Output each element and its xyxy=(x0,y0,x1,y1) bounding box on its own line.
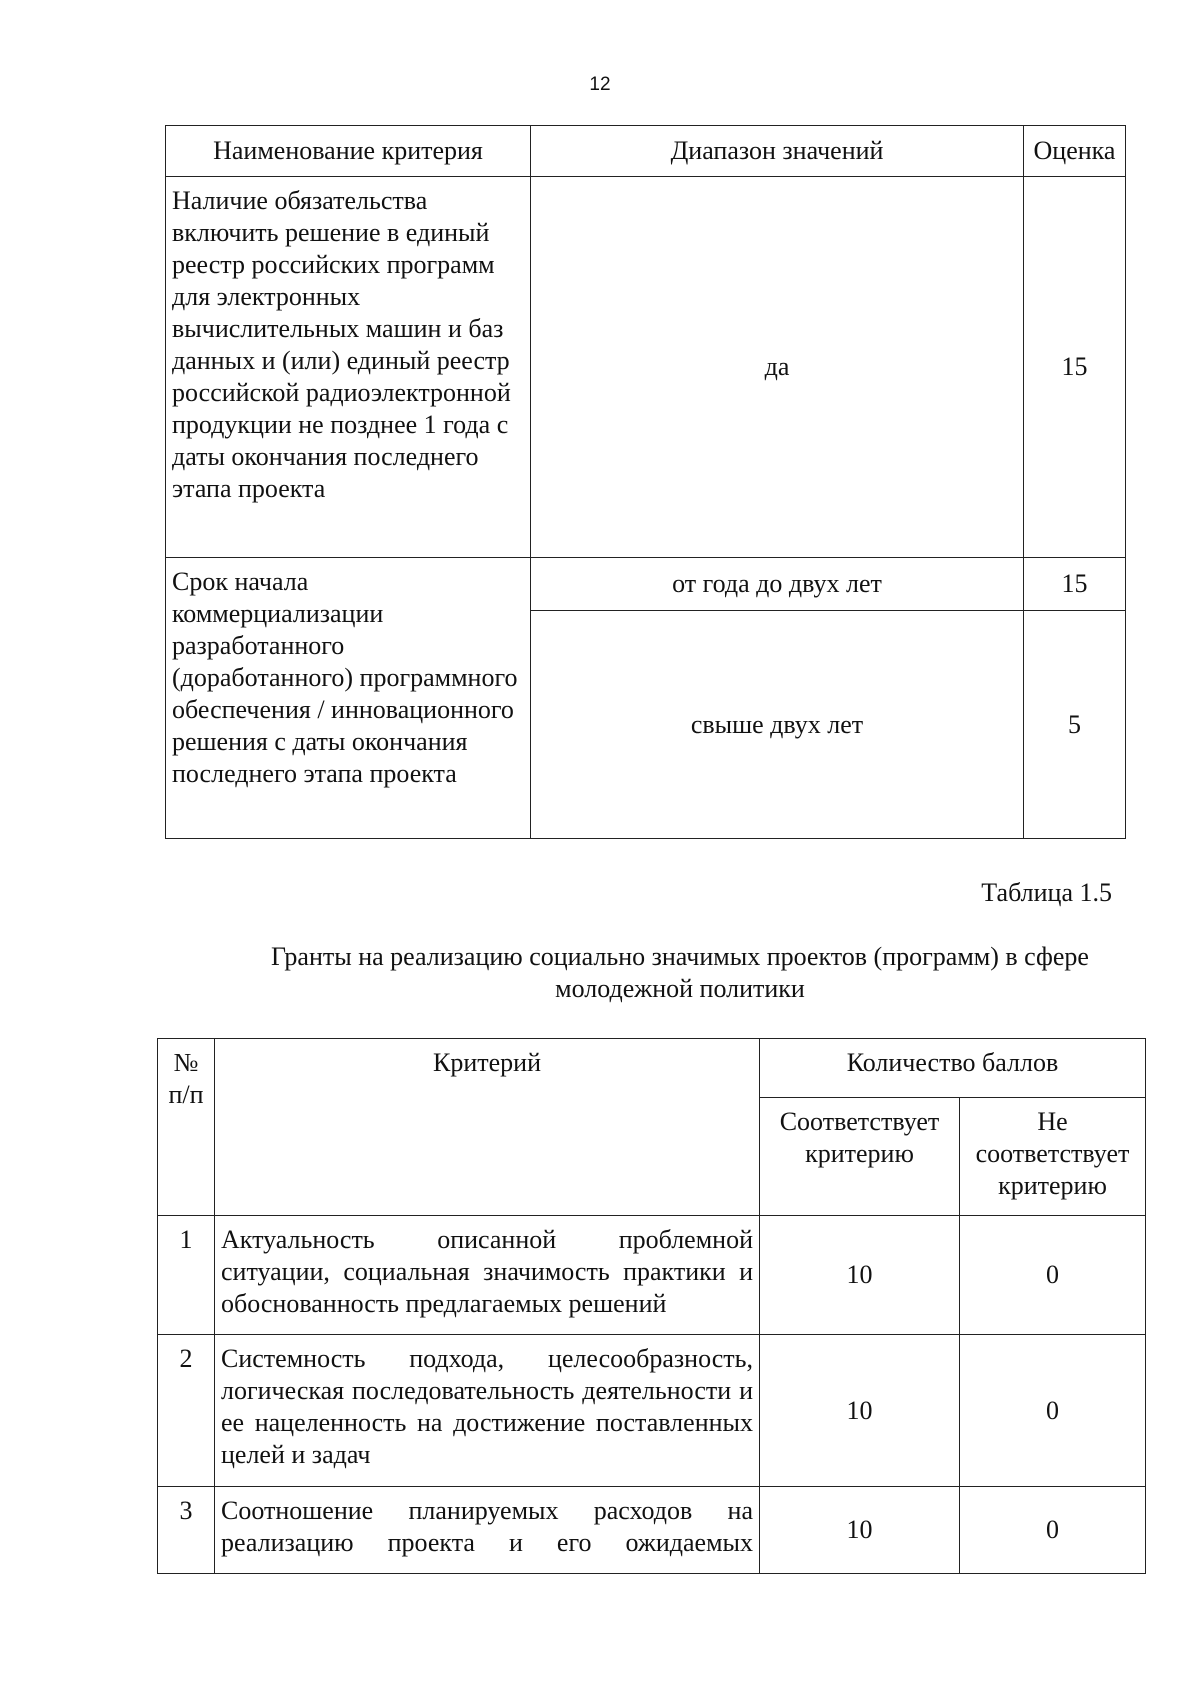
range-cell: от года до двух лет xyxy=(531,558,1024,611)
table-row xyxy=(166,177,1126,558)
page-number: 12 xyxy=(589,74,611,95)
score-cell: 15 xyxy=(1024,558,1126,611)
header-number: № п/п xyxy=(158,1039,215,1216)
range-cell: да xyxy=(531,177,1024,558)
header-points: Количество баллов xyxy=(760,1039,1146,1098)
header-criterion-name: Наименование критерия xyxy=(166,126,531,177)
table-row xyxy=(158,1487,1146,1574)
header-criterion: Критерий xyxy=(215,1039,760,1216)
range-cell: свыше двух лет xyxy=(531,611,1024,839)
table-title: Гранты на реализацию социально значимых проектов (программ) в сфере молодежной политики xyxy=(271,942,1089,1003)
score-cell: 5 xyxy=(1024,611,1126,839)
score-cell: 15 xyxy=(1024,177,1126,558)
table-header-row xyxy=(158,1039,1146,1098)
row-number: 3 xyxy=(158,1487,215,1574)
match-points: 10 xyxy=(760,1216,960,1335)
table-header-row xyxy=(166,126,1126,177)
header-score: Оценка xyxy=(1024,126,1126,177)
header-value-range: Диапазон значений xyxy=(531,126,1024,177)
criterion-cell: Наличие обязательства включить решение в единый реестр российских программ для электронных вычислительных машин и баз данных и (или) единый реестр российской радиоэлектронной продукции не позднее 1 года с даты окончания последнего этапа проекта xyxy=(166,177,531,558)
header-match: Соответствует критерию xyxy=(760,1098,960,1216)
nomatch-points: 0 xyxy=(960,1335,1146,1487)
row-number: 2 xyxy=(158,1335,215,1487)
table-row xyxy=(158,1216,1146,1335)
grant-criteria-table xyxy=(157,1038,1146,1574)
criterion-cell: Соотношение планируемых расходов на реализацию проекта и его ожидаемых xyxy=(215,1487,760,1574)
nomatch-points: 0 xyxy=(960,1487,1146,1574)
match-points: 10 xyxy=(760,1487,960,1574)
table-row xyxy=(166,558,1126,611)
nomatch-points: 0 xyxy=(960,1216,1146,1335)
criteria-table xyxy=(165,125,1126,839)
table-row xyxy=(158,1335,1146,1487)
criterion-cell: Системность подхода, целесообразность, логическая последовательность деятельности и ее нацеленность на достижение поставленных целей и задач xyxy=(215,1335,760,1487)
match-points: 10 xyxy=(760,1335,960,1487)
criterion-cell: Актуальность описанной проблемной ситуации, социальная значимость практики и обоснованность предлагаемых решений xyxy=(215,1216,760,1335)
header-nomatch: Не соответствует критерию xyxy=(960,1098,1146,1216)
table-caption: Таблица 1.5 xyxy=(981,878,1112,907)
criterion-cell: Срок начала коммерциализации разработанного (доработанного) программного обеспечения / инновационного решения с даты окончания последнего этапа проекта xyxy=(166,558,531,839)
row-number: 1 xyxy=(158,1216,215,1335)
